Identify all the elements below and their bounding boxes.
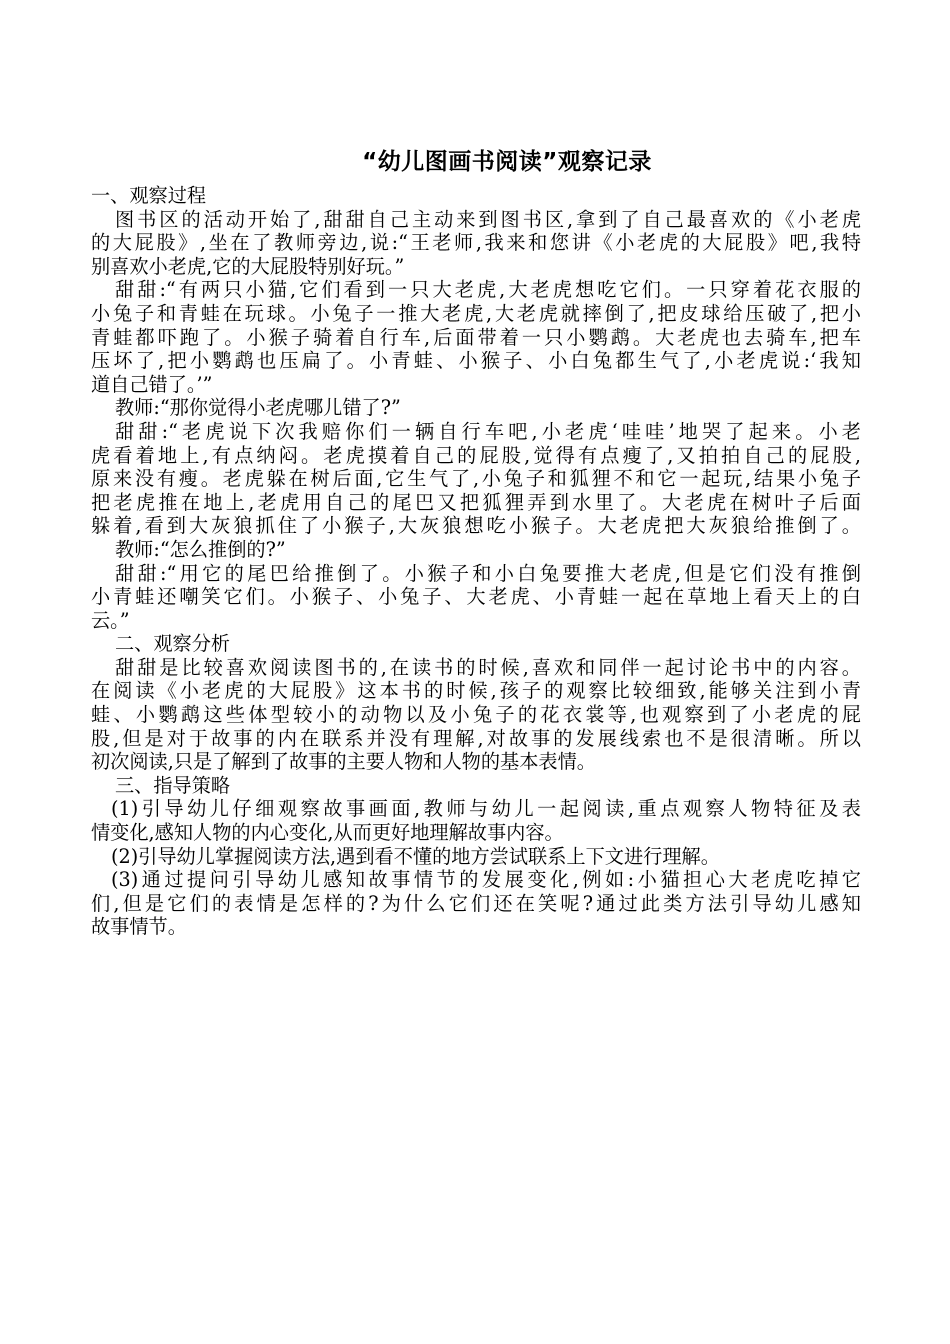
document-title: “幼儿图画书阅读”观察记录 bbox=[362, 149, 652, 175]
paragraph-line: 的大屁股》,坐在了教师旁边,说:“王老师,我来和您讲《小老虎的大屁股》吧,我特 bbox=[91, 231, 861, 255]
paragraph-line: 躲着,看到大灰狼抓住了小猴子,大灰狼想吃小猴子。大老虎把大灰狼给推倒了。 bbox=[91, 514, 861, 538]
paragraph-line: 青蛙都吓跑了。小猴子骑着自行车,后面带着一只小鹦鹉。大老虎也去骑车,把车 bbox=[91, 325, 861, 349]
paragraph-line: 甜甜是比较喜欢阅读图书的,在读书的时候,喜欢和同伴一起讨论书中的内容。 bbox=[115, 655, 861, 679]
paragraph-line: 甜甜:“老虎说下次我赔你们一辆自行车吧,小老虎‘哇哇’地哭了起来。小老 bbox=[115, 419, 861, 443]
section-heading-analysis: 二、观察分析 bbox=[115, 632, 231, 656]
paragraph-line: 初次阅读,只是了解到了故事的主要人物和人物的基本表情。 bbox=[91, 750, 596, 774]
paragraph-line: 小青蛙还嘲笑它们。小猴子、小兔子、大老虎、小青蛙一起在草地上看天上的白 bbox=[91, 585, 861, 609]
paragraph-line: 们,但是它们的表情是怎样的?为什么它们还在笑呢?通过此类方法引导幼儿感知 bbox=[91, 891, 861, 915]
document-page bbox=[91, 144, 861, 939]
paragraph-line: 小兔子和青蛙在玩球。小兔子一推大老虎,大老虎就摔倒了,把皮球给压破了,把小 bbox=[91, 301, 861, 325]
paragraph-line: 云。” bbox=[91, 608, 130, 632]
paragraph-line: 情变化,感知人物的内心变化,从而更好地理解故事内容。 bbox=[91, 821, 564, 845]
paragraph-line: (3)通过提问引导幼儿感知故事情节的发展变化,例如:小猫担心大老虎吃掉它 bbox=[111, 868, 861, 892]
paragraph-line: (2)引导幼儿掌握阅读方法,遇到看不懂的地方尝试联系上下文进行理解。 bbox=[111, 844, 720, 868]
paragraph-line: 压坏了,把小鹦鹉也压扁了。小青蛙、小猴子、小白兔都生气了,小老虎说:‘我知 bbox=[91, 349, 861, 373]
paragraph-line: (1)引导幼儿仔细观察故事画面,教师与幼儿一起阅读,重点观察人物特征及表 bbox=[111, 797, 861, 821]
paragraph-line: 原来没有瘦。老虎躲在树后面,它生气了,小兔子和狐狸不和它一起玩,结果小兔子 bbox=[91, 467, 861, 491]
section-heading-process: 一、观察过程 bbox=[91, 184, 207, 207]
paragraph-line: 蛙、小鹦鹉这些体型较小的动物以及小兔子的花衣裳等,也观察到了小老虎的屁 bbox=[91, 703, 861, 727]
paragraph-line: 故事情节。 bbox=[91, 915, 187, 939]
paragraph-line: 道自己错了。’” bbox=[91, 372, 213, 396]
paragraph-line: 虎看着地上,有点纳闷。老虎摸着自己的屁股,觉得有点瘦了,又拍拍自己的屁股, bbox=[91, 443, 861, 467]
paragraph-line: 教师:“怎么推倒的?” bbox=[115, 537, 286, 561]
section-heading-strategy: 三、指导策略 bbox=[115, 773, 231, 797]
paragraph-line: 股,但是对于故事的内在联系并没有理解,对故事的发展线索也不是很清晰。所以 bbox=[91, 726, 861, 750]
paragraph-line: 把老虎推在地上,老虎用自己的尾巴又把狐狸弄到水里了。大老虎在树叶子后面 bbox=[91, 490, 861, 514]
paragraph-line: 甜甜:“有两只小猫,它们看到一只大老虎,大老虎想吃它们。一只穿着花衣服的 bbox=[115, 278, 861, 302]
paragraph-line: 甜甜:“用它的尾巴给推倒了。小猴子和小白兔要推大老虎,但是它们没有推倒 bbox=[115, 561, 861, 585]
paragraph-line: 图书区的活动开始了,甜甜自己主动来到图书区,拿到了自己最喜欢的《小老虎 bbox=[115, 207, 861, 231]
paragraph-line: 在阅读《小老虎的大屁股》这本书的时候,孩子的观察比较细致,能够关注到小青 bbox=[91, 679, 861, 703]
paragraph-line: 别喜欢小老虎,它的大屁股特别好玩。” bbox=[91, 254, 405, 278]
paragraph-line: 教师:“那你觉得小老虎哪儿错了?” bbox=[115, 396, 401, 420]
